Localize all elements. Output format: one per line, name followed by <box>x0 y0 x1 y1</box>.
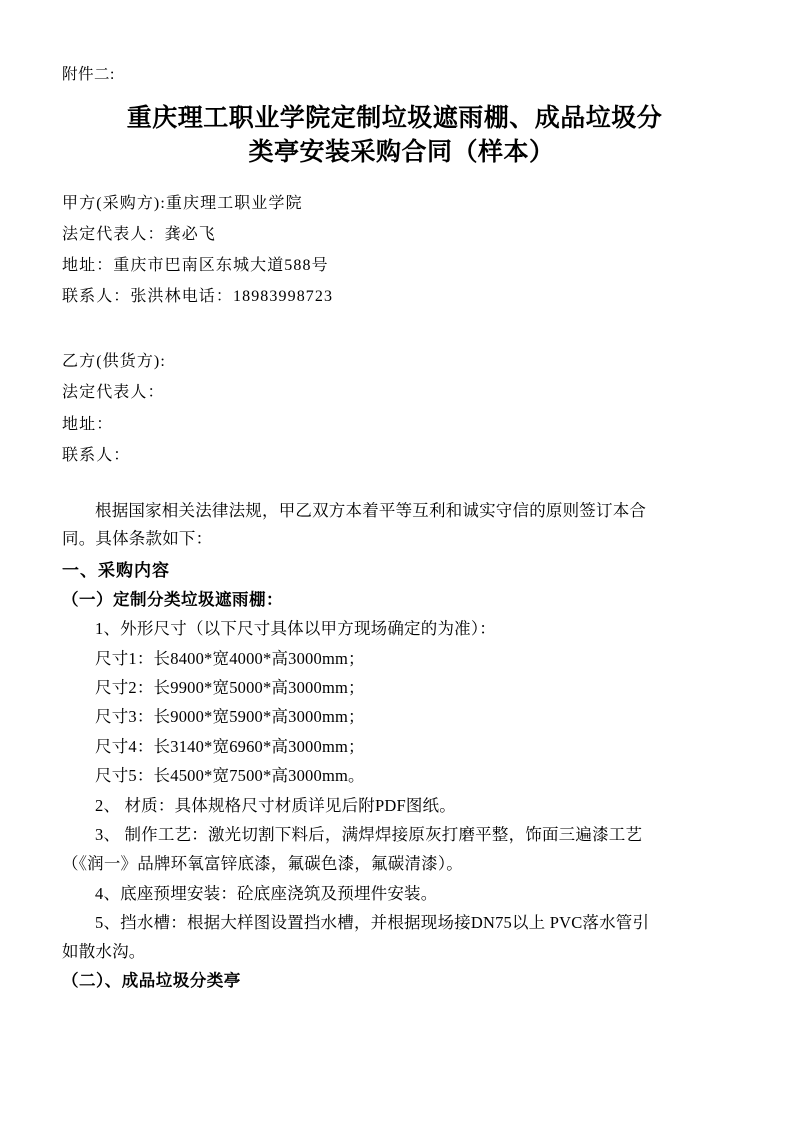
list-item: 5、挡水槽：根据大样图设置挡水槽，并根据现场接DN75以上 PVC落水管引 <box>95 912 650 932</box>
list-item: 1、外形尺寸（以下尺寸具体以甲方现场确定的为准）： <box>95 619 496 639</box>
page-title <box>62 102 731 170</box>
party-a-contact: 联系人：张洪林电话：18983998723 <box>62 288 334 306</box>
list-item: 2、 材质：具体规格尺寸材质详见后附PDF图纸。 <box>95 795 456 815</box>
party-a-name: 甲方(采购方):重庆理工职业学院 <box>62 194 303 212</box>
party-a-legal-rep: 法定代表人：龚必飞 <box>62 225 216 243</box>
preamble-line-1: 根据国家相关法律法规，甲乙双方本着平等互利和诚实守信的原则签订本合 <box>95 501 647 520</box>
section-heading-1: 一、采购内容 <box>62 560 170 580</box>
list-item-continuation: （《润一》品牌环氧富锌底漆，氟碳色漆，氟碳清漆）。 <box>62 854 463 874</box>
party-b-contact: 联系人： <box>62 446 131 464</box>
party-b-legal-rep: 法定代表人： <box>62 384 165 402</box>
party-a-block <box>62 188 731 313</box>
document-body <box>62 497 731 996</box>
page-title-line-1: 重庆理工职业学院定制垃圾遮雨棚、成品垃圾分 <box>126 105 663 132</box>
list-item: 尺寸2：长9900*宽5000*高3000mm； <box>95 678 365 698</box>
party-b-address: 地址： <box>62 415 114 433</box>
list-item-continuation: 如散水沟。 <box>62 942 146 962</box>
list-item: 4、底座预埋安装：砼底座浇筑及预埋件安装。 <box>95 883 438 903</box>
subsection-heading-1: （一）定制分类垃圾遮雨棚： <box>62 589 283 609</box>
party-a-address: 地址：重庆市巴南区东城大道588号 <box>62 256 329 274</box>
attachment-label: 附件二: <box>62 66 115 83</box>
list-item: 3、 制作工艺：激光切割下料后，满焊焊接原灰打磨平整，饰面三遍漆工艺 <box>95 824 643 844</box>
list-item: 尺寸3：长9000*宽5900*高3000mm； <box>95 707 365 727</box>
party-b-name: 乙方(供货方): <box>62 353 166 371</box>
list-item: 尺寸5：长4500*宽7500*高3000mm。 <box>95 766 365 786</box>
party-b-block <box>62 346 731 471</box>
preamble-line-2: 同。具体条款如下： <box>62 529 213 549</box>
list-item: 尺寸1：长8400*宽4000*高3000mm； <box>95 648 365 668</box>
list-item: 尺寸4：长3140*宽6960*高3000mm； <box>95 736 365 756</box>
spacer <box>62 312 731 328</box>
subsection-heading-2: （二）、成品垃圾分类亭 <box>62 970 241 990</box>
page-title-line-2: 类亭安装采购合同（样本） <box>248 138 555 166</box>
